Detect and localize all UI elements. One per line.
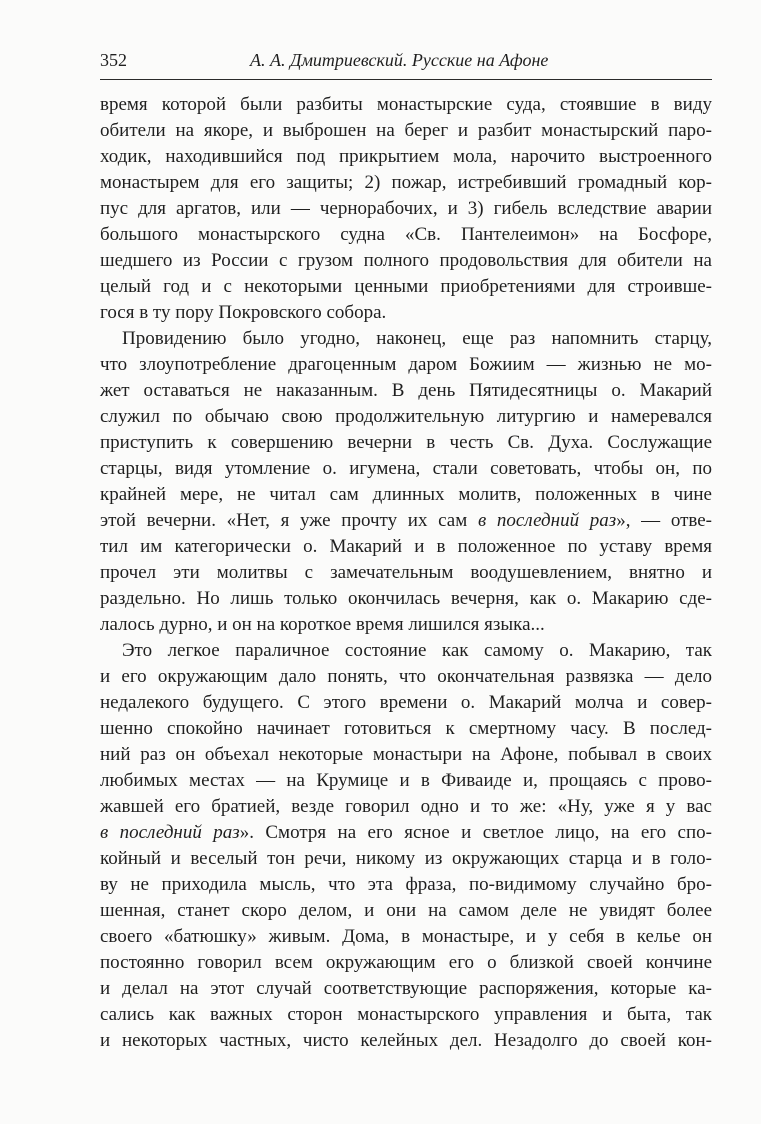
page-number: 352 bbox=[100, 50, 127, 70]
text-line: постоянно говорил всем окружающим его о близкой своей кончине bbox=[100, 952, 712, 973]
text-line: раздельно. Но лишь только окончилась вечерня, как о. Макарию сде- bbox=[100, 588, 712, 609]
text-line-with-emphasis bbox=[100, 508, 712, 534]
text-line: шенная, станет скоро делом, и они на самом деле не увидят более bbox=[100, 900, 712, 921]
text-line: ний раз он объехал некоторые монастыри на Афоне, побывал в своих bbox=[100, 744, 712, 765]
text-line: жет оставаться не наказанным. В день Пятидесятницы о. Макарий bbox=[100, 380, 712, 401]
text-line: тил им категорически о. Макарий и в положенное по уставу время bbox=[100, 536, 712, 557]
text-segment: ». Смотря на его ясное и светлое лицо, на его спо- bbox=[239, 822, 712, 843]
text-line-with-emphasis bbox=[100, 820, 712, 846]
text-line: приступить к совершению вечерни в честь Св. Духа. Сослужащие bbox=[100, 432, 712, 453]
text-line: шедшего из России с грузом полного продовольствия для обители на bbox=[100, 250, 712, 271]
text-line: время которой были разбиты монастырские суда, стоявшие в виду bbox=[100, 94, 712, 115]
text-line: и его окружающим дало понять, что окончательная развязка — дело bbox=[100, 666, 712, 687]
text-segment: этой вечерни. «Нет, я уже прочту их сам bbox=[100, 510, 478, 531]
text-line: крайней мере, не читал сам длинных молитв, положенных в чине bbox=[100, 484, 712, 505]
text-line: койный и веселый тон речи, никому из окружающих старца и в голо- bbox=[100, 848, 712, 869]
text-line: целый год и с некоторыми ценными приобретениями для строивше- bbox=[100, 276, 712, 297]
text-line: и делал на этот случай соответствующие распоряжения, которые ка- bbox=[100, 978, 712, 999]
text-line: своего «батюшку» живым. Дома, в монастыре, и у себя в келье он bbox=[100, 926, 712, 947]
paragraph-start-line: Это легкое параличное состояние как самому о. Макарию, так bbox=[122, 640, 712, 661]
emphasis-text: в последний раз bbox=[477, 510, 617, 531]
text-line: любимых местах — на Крумице и в Фиваиде и, прощаясь с прово- bbox=[100, 770, 712, 791]
text-line: монастырем для его защиты; 2) пожар, истребивший громадный кор- bbox=[100, 172, 712, 193]
text-line: большого монастырского судна «Св. Пантелеимон» на Босфоре, bbox=[100, 224, 712, 245]
text-line: ву не приходила мысль, что эта фраза, по-видимому случайно бро- bbox=[100, 874, 712, 895]
text-line: ходик, находившийся под прикрытием мола, нарочито выстроенного bbox=[100, 146, 712, 167]
text-line: что злоупотребление драгоценным даром Божиим — жизнью не мо- bbox=[100, 354, 712, 375]
header-divider bbox=[100, 79, 712, 80]
page-header bbox=[100, 48, 712, 76]
text-line: шенно спокойно начинает готовиться к смертному часу. В послед- bbox=[100, 718, 712, 739]
text-line: лалось дурно, и он на короткое время лишился языка... bbox=[100, 614, 545, 635]
text-line: пус для аргатов, или — чернорабочих, и 3) гибель вследствие аварии bbox=[100, 198, 712, 219]
text-line: гося в ту пору Покровского собора. bbox=[100, 302, 387, 323]
text-segment: », — отве- bbox=[616, 510, 712, 531]
text-line: старцы, видя утомление о. игумена, стали советовать, чтобы он, по bbox=[100, 458, 712, 479]
text-line: недалекого будущего. С этого времени о. Макарий молча и совер- bbox=[100, 692, 712, 713]
text-line: прочел эти молитвы с замечательным воодушевлением, внятно и bbox=[100, 562, 712, 583]
running-title: А. А. Дмитриевский. Русские на Афоне bbox=[250, 50, 549, 70]
text-line: жавшей его братией, везде говорил одно и то же: «Ну, уже я у вас bbox=[100, 796, 712, 817]
text-line: и некоторых частных, чисто келейных дел. Незадолго до своей кон- bbox=[100, 1030, 712, 1051]
body-text bbox=[100, 92, 712, 1054]
text-line: сались как важных сторон монастырского управления и быта, так bbox=[100, 1004, 712, 1025]
text-line: служил по обычаю свою продолжительную литургию и намеревался bbox=[100, 406, 712, 427]
text-line: обители на якоре, и выброшен на берег и разбит монастырский паро- bbox=[100, 120, 712, 141]
paragraph-start-line: Провидению было угодно, наконец, еще раз напомнить старцу, bbox=[122, 328, 712, 349]
emphasis-text: в последний раз bbox=[100, 822, 240, 843]
